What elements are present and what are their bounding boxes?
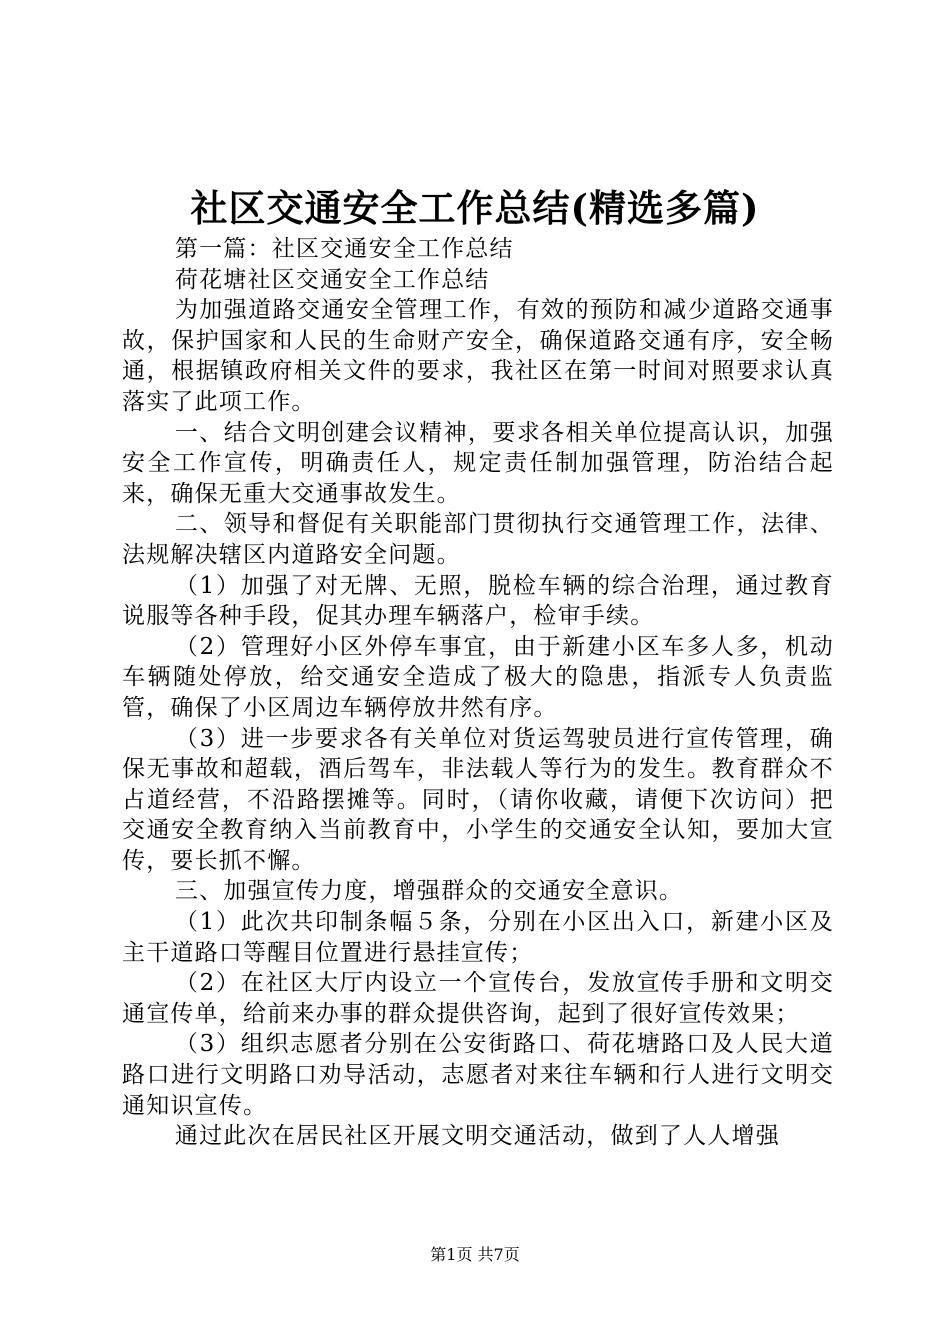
paragraph: 三、加强宣传力度，增强群众的交通安全意识。 xyxy=(174,878,684,905)
paragraph: （2）在社区大厅内设立一个宣传台，发放宣传手册和文明交通宣传单，给前来办事的群众提供咨询，起到了很好宣传效果； xyxy=(122,970,834,1027)
paragraph: 荷花塘社区交通安全工作总结 xyxy=(174,266,490,293)
document-body xyxy=(122,234,834,1152)
paragraph: （3）进一步要求各有关单位对货运驾驶员进行宣传管理，确保无事故和超载，酒后驾车，非法载人等行为的发生。教育群众不占道经营，不沿路摆摊等。同时，（请你收藏，请便下次访问）把交通安全教育纳入当前教育中，小学生的交通安全认知，要加大宣传，要长抓不懈。 xyxy=(122,725,834,874)
paragraph: 通过此次在居民社区开展文明交通活动，做到了人人增强 xyxy=(174,1123,780,1150)
paragraph: 二、领导和督促有关职能部门贯彻执行交通管理工作，法律、法规解决辖区内道路安全问题。 xyxy=(122,511,834,568)
paragraph: 为加强道路交通安全管理工作，有效的预防和减少道路交通事故，保护国家和人民的生命财产安全，确保道路交通有序，安全畅通，根据镇政府相关文件的要求，我社区在第一时间对照要求认真落实了此项工作。 xyxy=(122,297,834,415)
paragraph: 第一篇：社区交通安全工作总结 xyxy=(174,236,514,262)
paragraph: （1）此次共印制条幅５条，分别在小区出入口，新建小区及主干道路口等醒目位置进行悬挂宣传； xyxy=(122,909,834,966)
paragraph: （3）组织志愿者分别在公安街路口、荷花塘路口及人民大道路口进行文明路口劝导活动，志愿者对来往车辆和行人进行文明交通知识宣传。 xyxy=(122,1031,834,1119)
paragraph: （2）管理好小区外停车事宜，由于新建小区车多人多，机动车辆随处停放，给交通安全造成了极大的隐患，指派专人负责监管，确保了小区周边车辆停放井然有序。 xyxy=(122,633,834,721)
page-footer: 第1页 共7页 xyxy=(430,1245,520,1264)
document-title: 社区交通安全工作总结(精选多篇) xyxy=(190,186,760,230)
paragraph: （1）加强了对无牌、无照，脱检车辆的综合治理，通过教育说服等各种手段，促其办理车辆落户，检审手续。 xyxy=(122,572,834,630)
paragraph: 一、结合文明创建会议精神，要求各相关单位提高认识，加强安全工作宣传，明确责任人，规定责任制加强管理，防治结合起来，确保无重大交通事故发生。 xyxy=(122,419,834,507)
